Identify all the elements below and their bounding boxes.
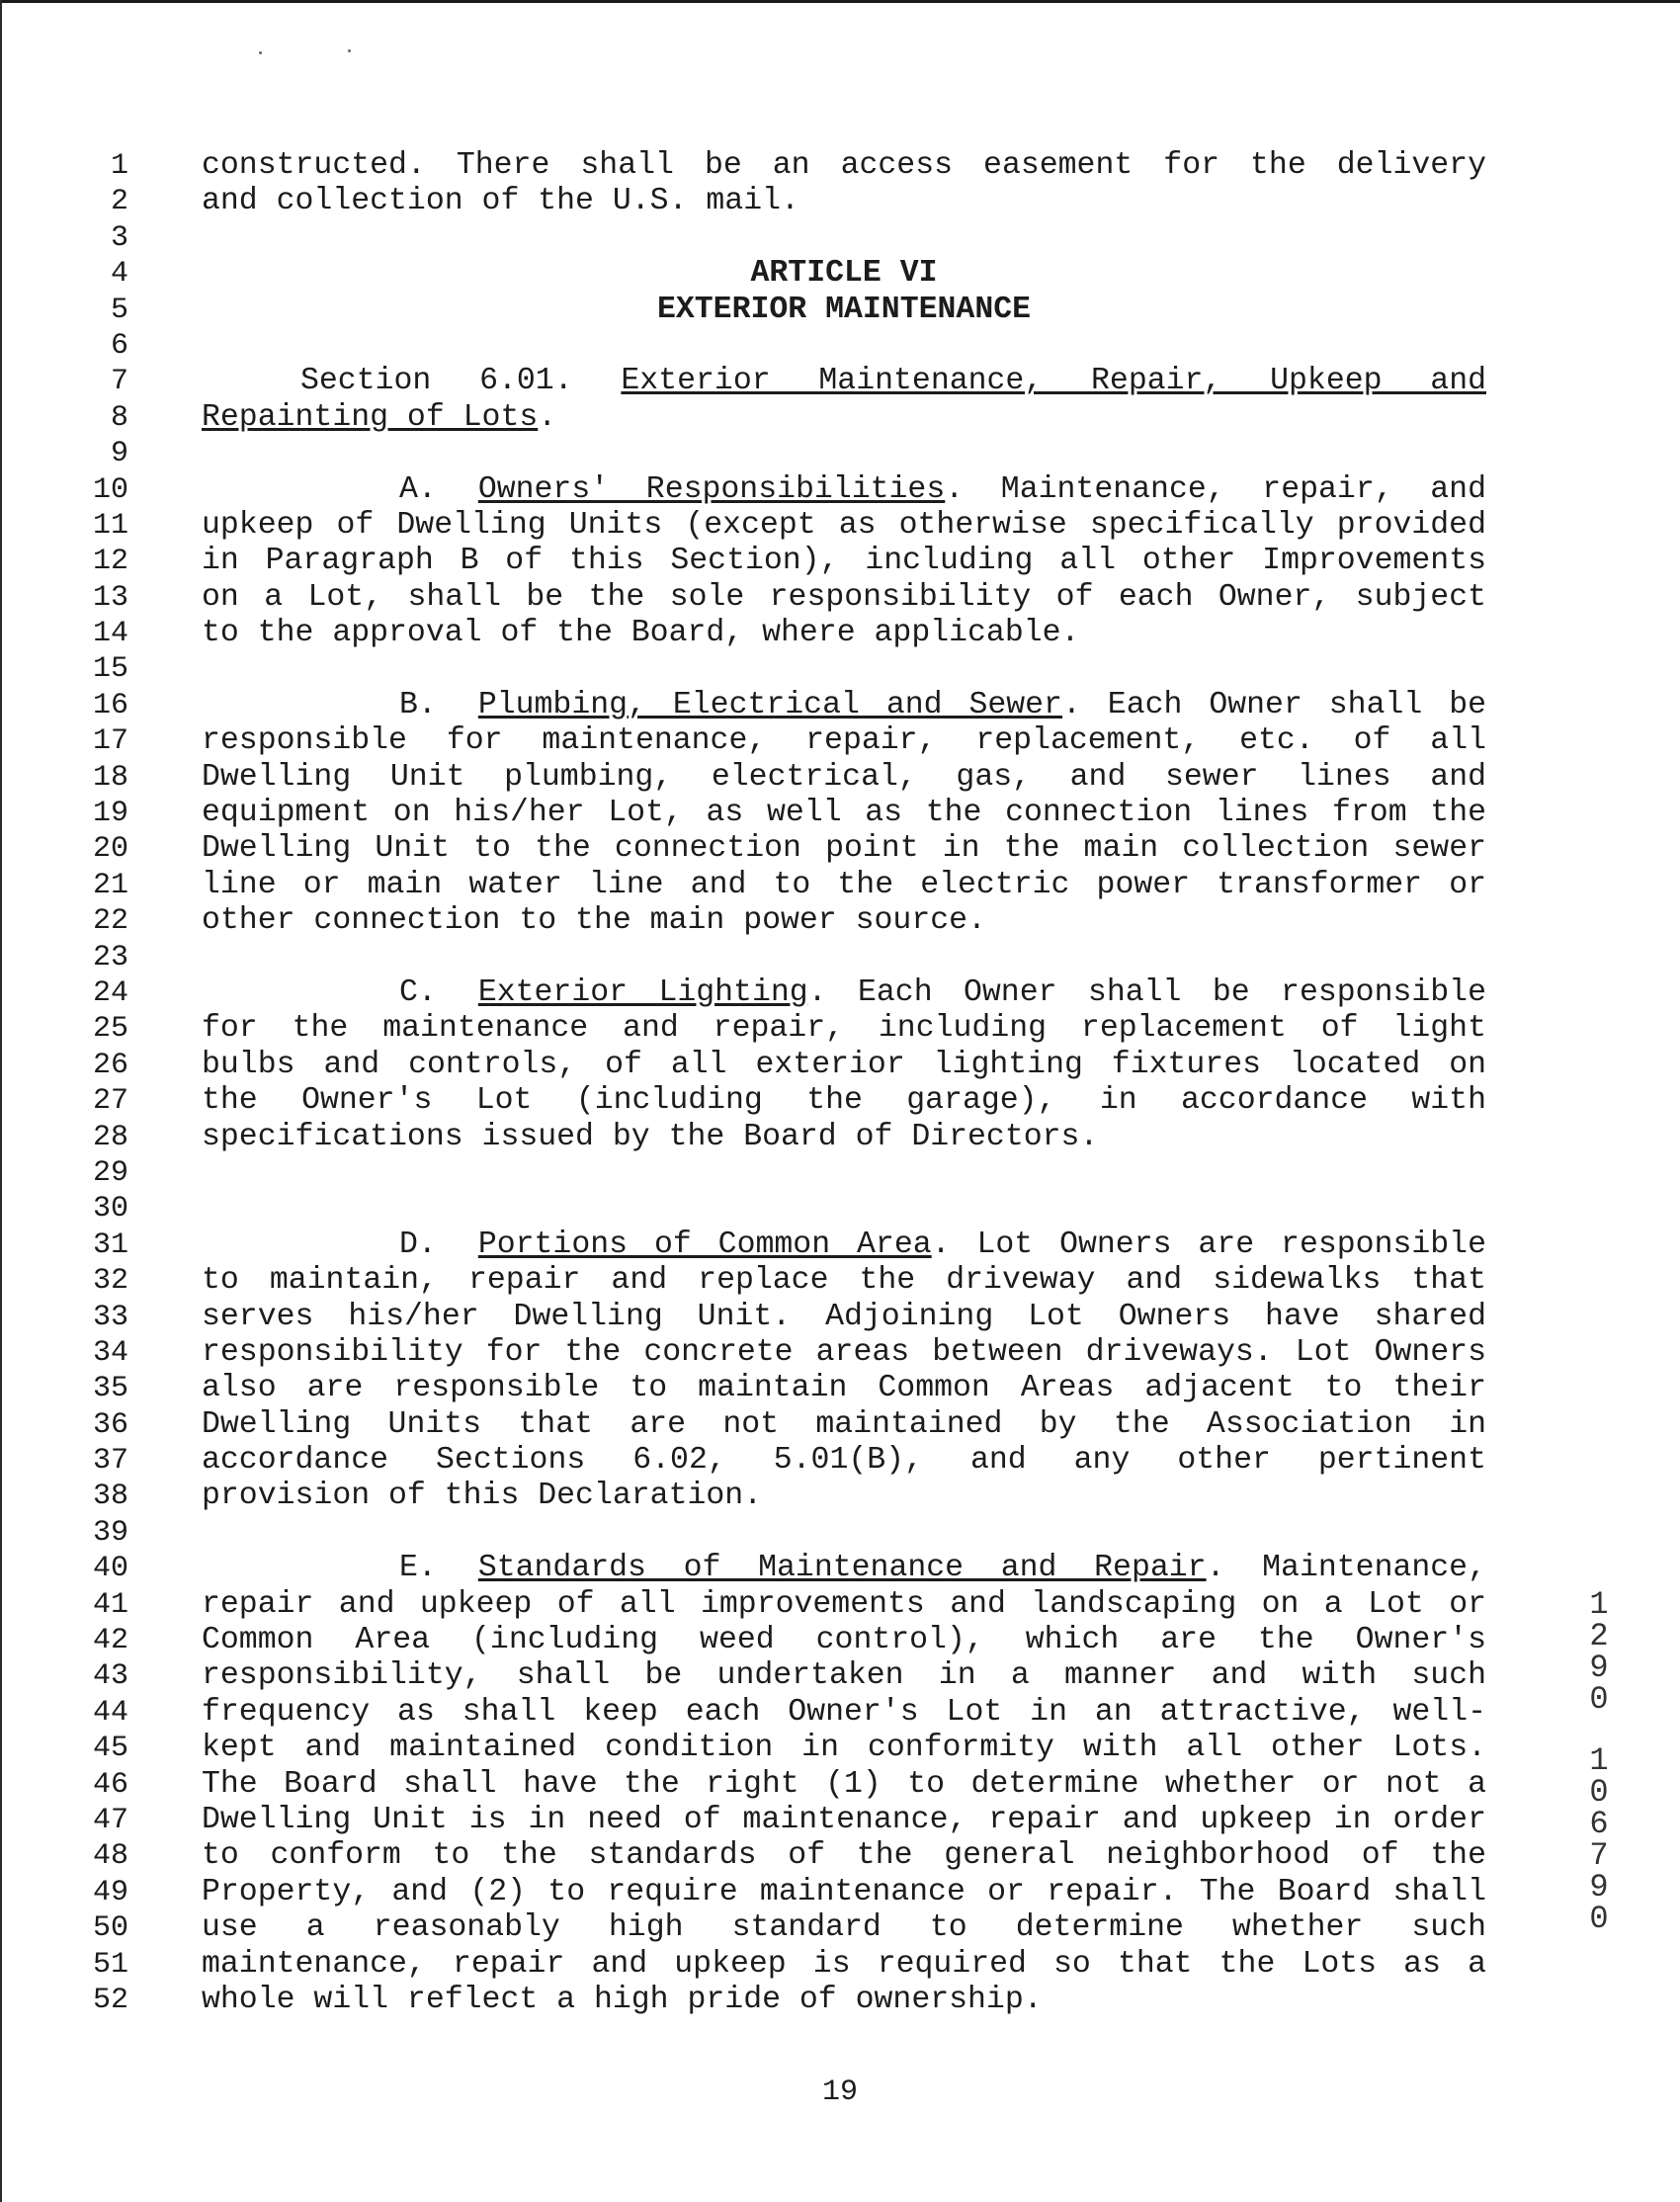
paragraph-a-line: on a Lot, shall be the sole responsibility of each Owner, subject <box>202 579 1486 615</box>
line-number: 2 <box>110 185 128 219</box>
line-number: 28 <box>92 1120 128 1154</box>
line-number: 15 <box>92 652 128 687</box>
line-number: 48 <box>92 1839 128 1874</box>
scan-left-edge <box>0 0 2 2202</box>
line-number: 39 <box>92 1515 128 1550</box>
line-number: 9 <box>110 437 128 471</box>
section-title-1: Exterior Maintenance, Repair, Upkeep and <box>621 364 1486 399</box>
stamp-digit: 9 <box>1589 1869 1609 1906</box>
line-number: 13 <box>92 580 128 615</box>
line-number: 22 <box>92 904 128 939</box>
paragraph-b-line: Dwelling Unit to the connection point in the main collection sewer <box>202 831 1486 867</box>
paragraph-d-line: responsibility for the concrete areas between driveways. Lot Owners <box>202 1334 1486 1370</box>
paragraph-c-line: specifications issued by the Board of Directors. <box>202 1119 1099 1154</box>
paragraph-d-line: accordance Sections 6.02, 5.01(B), and any other pertinent <box>202 1443 1486 1479</box>
line-number: 43 <box>92 1659 128 1694</box>
paragraph-e-line: responsibility, shall be undertaken in a manner and with such <box>202 1658 1486 1694</box>
line-number: 32 <box>92 1264 128 1299</box>
stamp-digit: 2 <box>1589 1618 1609 1654</box>
line-number: 20 <box>92 832 128 867</box>
paragraph-c-line: bulbs and controls, of all exterior lighting fixtures located on <box>202 1047 1486 1082</box>
stamp-digit: 1 <box>1589 1742 1609 1779</box>
line-number: 4 <box>110 257 128 292</box>
line-number: 26 <box>92 1048 128 1082</box>
paragraph-e-line: Common Area (including weed control), which are the Owner's <box>202 1623 1486 1658</box>
paragraph-b-line: other connection to the main power source. <box>202 903 986 939</box>
paragraph-a-line: in Paragraph B of this Section), including all other Improvements <box>202 544 1486 579</box>
line-number: 8 <box>110 400 128 435</box>
line-number: 25 <box>92 1012 128 1047</box>
paragraph-c-lead: C. Exterior Lighting. Each Owner shall be responsible <box>399 974 1486 1010</box>
paragraph-e-line: whole will reflect a high pride of ownership. <box>202 1982 1043 2017</box>
paragraph-d-line: serves his/her Dwelling Unit. Adjoining Lot Owners have shared <box>202 1299 1486 1334</box>
article-number: ARTICLE VI <box>750 256 938 292</box>
paragraph-b-heading: Plumbing, Electrical and Sewer <box>477 687 1062 722</box>
paragraph-e-line: Dwelling Unit is in need of maintenance, repair and upkeep in order <box>202 1802 1486 1837</box>
paragraph-c-letter: C. <box>399 974 437 1010</box>
paragraph-b-line: equipment on his/her Lot, as well as the connection lines from the <box>202 796 1486 831</box>
line-number: 37 <box>92 1444 128 1479</box>
section-heading-line-2: Repainting of Lots. <box>202 399 557 435</box>
stamp-digit: 0 <box>1589 1774 1609 1811</box>
paragraph-d-line: provision of this Declaration. <box>202 1479 763 1514</box>
paragraph-e-line: repair and upkeep of all improvements and landscaping on a Lot or <box>202 1586 1486 1622</box>
section-title-2: Repainting of Lots <box>202 399 539 435</box>
line-number: 12 <box>92 545 128 579</box>
line-number: 52 <box>92 1983 128 2017</box>
line-number: 6 <box>110 328 128 363</box>
line-number: 49 <box>92 1875 128 1909</box>
line-number: 10 <box>92 472 128 507</box>
line-number: 18 <box>92 760 128 795</box>
paragraph-d-heading: Portions of Common Area <box>477 1227 932 1262</box>
paragraph-e-lead: E. Standards of Maintenance and Repair. Maintenance, <box>399 1551 1486 1586</box>
stamp-digit: 6 <box>1589 1806 1609 1842</box>
paragraph-e-line: use a reasonably high standard to determine whether such <box>202 1910 1486 1946</box>
line-number: 21 <box>92 868 128 902</box>
line-number: 17 <box>92 724 128 759</box>
paragraph-a-lead: A. Owners' Responsibilities. Maintenance, repair, and <box>399 471 1486 507</box>
paragraph-a-line: upkeep of Dwelling Units (except as otherwise specifically provided <box>202 507 1486 543</box>
opening-line-1: constructed. There shall be an access easement for the delivery <box>202 148 1486 183</box>
line-number: 40 <box>92 1552 128 1586</box>
paragraph-c-heading: Exterior Lighting <box>477 974 808 1010</box>
line-number: 41 <box>92 1587 128 1622</box>
line-number: 14 <box>92 617 128 651</box>
line-number: 50 <box>92 1911 128 1946</box>
paragraph-c-line: the Owner's Lot (including the garage), in accordance with <box>202 1083 1486 1119</box>
paragraph-d-lead: D. Portions of Common Area. Lot Owners are responsible <box>399 1227 1486 1262</box>
line-number: 1 <box>110 149 128 183</box>
line-number: 16 <box>92 688 128 722</box>
stamp-digit: 0 <box>1589 1681 1609 1718</box>
page-number: 19 <box>821 2075 858 2109</box>
scan-speck <box>259 51 262 54</box>
paragraph-e-heading: Standards of Maintenance and Repair <box>477 1551 1207 1586</box>
section-heading-line-1 <box>202 364 1486 399</box>
stamp-digit: 1 <box>1589 1586 1609 1623</box>
paragraph-d-line: to maintain, repair and replace the driveway and sidewalks that <box>202 1263 1486 1299</box>
document-body <box>202 148 1486 2018</box>
paragraph-a-heading: Owners' Responsibilities <box>477 471 946 507</box>
line-number: 42 <box>92 1624 128 1658</box>
paragraph-e-line: maintenance, repair and upkeep is required so that the Lots as a <box>202 1946 1486 1982</box>
line-number: 33 <box>92 1300 128 1334</box>
paragraph-e-line: kept and maintained condition in conformity with all other Lots. <box>202 1731 1486 1766</box>
paragraph-a-letter: A. <box>399 471 437 507</box>
section-label: Section 6.01. <box>300 364 573 399</box>
paragraph-e-line: frequency as shall keep each Owner's Lot in an attractive, well- <box>202 1694 1486 1730</box>
paragraph-b-line: Dwelling Unit plumbing, electrical, gas, and sewer lines and <box>202 759 1486 795</box>
line-number-column <box>59 148 128 2018</box>
paragraph-b-letter: B. <box>399 687 437 722</box>
paragraph-e-line: to conform to the standards of the general neighborhood of the <box>202 1838 1486 1874</box>
line-number: 30 <box>92 1192 128 1227</box>
recording-stamp <box>1579 1586 1619 1937</box>
scan-speck <box>348 49 351 52</box>
paragraph-b-lead: B. Plumbing, Electrical and Sewer. Each Owner shall be <box>399 687 1486 722</box>
paragraph-a-line: to the approval of the Board, where applicable. <box>202 616 1080 651</box>
paragraph-b-line: line or main water line and to the electric power transformer or <box>202 867 1486 902</box>
paragraph-d-line: Dwelling Units that are not maintained by the Association in <box>202 1406 1486 1442</box>
line-number: 5 <box>110 293 128 327</box>
line-number: 11 <box>92 508 128 543</box>
paragraph-e-letter: E. <box>399 1551 437 1586</box>
line-number: 7 <box>110 365 128 399</box>
line-number: 38 <box>92 1480 128 1514</box>
line-number: 51 <box>92 1947 128 1982</box>
line-number: 35 <box>92 1372 128 1406</box>
line-number: 44 <box>92 1695 128 1730</box>
line-number: 45 <box>92 1732 128 1766</box>
paragraph-d-letter: D. <box>399 1227 437 1262</box>
line-number: 27 <box>92 1084 128 1119</box>
paragraph-b-line: responsible for maintenance, repair, replacement, etc. of all <box>202 723 1486 759</box>
paragraph-d-line: also are responsible to maintain Common Areas adjacent to their <box>202 1371 1486 1406</box>
stamp-digit: 9 <box>1589 1650 1609 1686</box>
line-number: 3 <box>110 220 128 255</box>
line-number: 19 <box>92 797 128 831</box>
line-number: 36 <box>92 1407 128 1442</box>
line-number: 29 <box>92 1155 128 1190</box>
stamp-digit: 7 <box>1589 1837 1609 1874</box>
opening-line-2: and collection of the U.S. mail. <box>202 184 799 219</box>
line-number: 34 <box>92 1335 128 1370</box>
paragraph-e-line: Property, and (2) to require maintenance or repair. The Board shall <box>202 1874 1486 1909</box>
paragraph-c-line: for the maintenance and repair, including replacement of light <box>202 1011 1486 1047</box>
article-title: EXTERIOR MAINTENANCE <box>656 292 1032 327</box>
scan-top-edge <box>0 0 1680 3</box>
stamp-digit: 0 <box>1589 1901 1609 1937</box>
line-number: 23 <box>92 940 128 974</box>
paragraph-e-line: The Board shall have the right (1) to determine whether or not a <box>202 1766 1486 1802</box>
line-number: 31 <box>92 1228 128 1262</box>
line-number: 24 <box>92 975 128 1010</box>
line-number: 47 <box>92 1803 128 1837</box>
line-number: 46 <box>92 1767 128 1802</box>
